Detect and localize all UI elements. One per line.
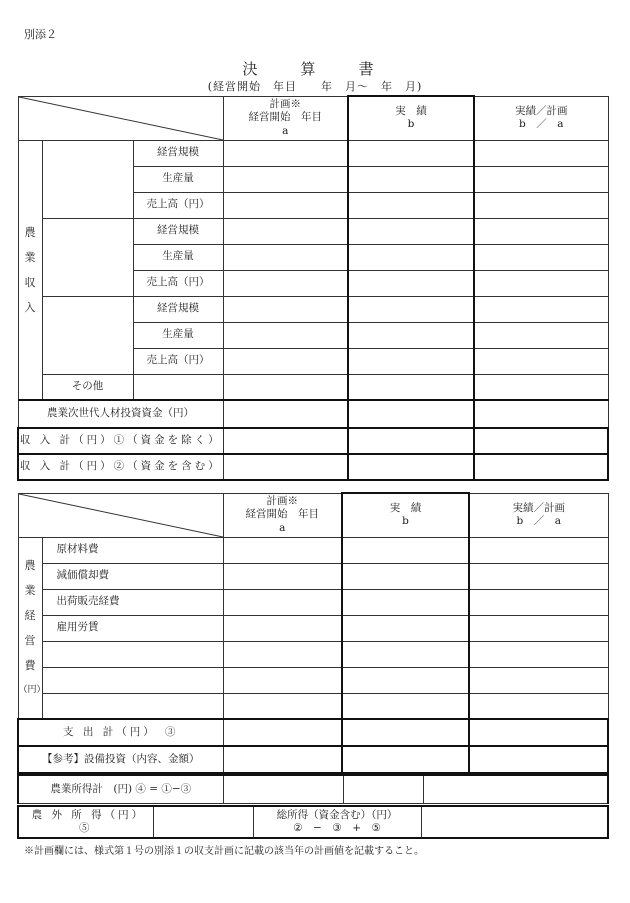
- other-label: その他: [42, 374, 133, 400]
- vertical-char: 経: [24, 608, 36, 622]
- actual-cell[interactable]: [342, 615, 469, 641]
- ratio-header: [474, 96, 608, 140]
- ratio-cell[interactable]: [469, 719, 608, 746]
- item-label: 売上高（円）: [133, 270, 223, 296]
- income-total2-label: 収 入 計（円）②（資金を含む）: [18, 454, 223, 480]
- ratio-cell[interactable]: [474, 374, 608, 400]
- actual-cell[interactable]: [342, 589, 469, 615]
- ratio-cell[interactable]: [469, 615, 608, 641]
- crop-name-cell[interactable]: [42, 140, 133, 218]
- item-label: 生産量: [133, 244, 223, 270]
- plan-cell[interactable]: [223, 537, 342, 563]
- farm-income-ratio-cell[interactable]: [423, 775, 608, 803]
- plan-cell[interactable]: [223, 589, 342, 615]
- total-income-summary: [17, 805, 609, 839]
- plan-cell[interactable]: [223, 270, 348, 296]
- plan-header-line3: a: [282, 124, 289, 137]
- expense-item-label: 原材料費: [42, 537, 223, 563]
- item-label: 売上高（円）: [133, 192, 223, 218]
- plan-cell[interactable]: [223, 693, 342, 719]
- ratio-cell[interactable]: [469, 693, 608, 719]
- actual-header-line2: b: [407, 118, 415, 131]
- actual-header-line2: b: [402, 515, 409, 528]
- ratio-cell[interactable]: [474, 296, 608, 322]
- ratio-cell[interactable]: [474, 166, 608, 192]
- actual-cell[interactable]: [342, 667, 469, 693]
- actual-cell[interactable]: [348, 270, 474, 296]
- ratio-cell[interactable]: [474, 400, 608, 428]
- ratio-cell[interactable]: [474, 218, 608, 244]
- farm-income-vertical-label: [18, 140, 42, 400]
- header-diagonal-cell: [18, 493, 223, 537]
- plan-cell[interactable]: [223, 218, 348, 244]
- actual-cell[interactable]: [348, 400, 474, 428]
- actual-cell[interactable]: [342, 693, 469, 719]
- plan-cell[interactable]: [223, 166, 348, 192]
- plan-cell[interactable]: [223, 322, 348, 348]
- actual-cell[interactable]: [342, 641, 469, 667]
- plan-cell[interactable]: [223, 563, 342, 589]
- income-table: [17, 95, 609, 481]
- ratio-cell[interactable]: [474, 322, 608, 348]
- vertical-char: 業: [24, 583, 36, 597]
- vertical-char: 費: [24, 658, 36, 672]
- plan-cell[interactable]: [223, 641, 342, 667]
- actual-cell[interactable]: [348, 348, 474, 374]
- non-farm-income-label: 農 外 所 得（円） ⑤: [18, 806, 153, 838]
- farm-income-summary: [17, 774, 609, 804]
- ratio-cell[interactable]: [474, 348, 608, 374]
- farm-expense-vertical-label: [18, 537, 46, 719]
- vertical-char: 収: [24, 275, 36, 289]
- actual-cell[interactable]: [342, 537, 469, 563]
- ratio-cell[interactable]: [469, 641, 608, 667]
- vertical-char: 営: [24, 633, 36, 647]
- vertical-char: 農: [24, 225, 36, 239]
- actual-cell[interactable]: [348, 428, 474, 454]
- ratio-cell[interactable]: [469, 563, 608, 589]
- document-title: 決 算 書: [242, 60, 388, 78]
- plan-cell[interactable]: [223, 400, 348, 428]
- item-label: 経営規模: [133, 296, 223, 322]
- expense-total3-label: 支 出 計（円） ③: [18, 719, 223, 746]
- ratio-cell[interactable]: [474, 454, 608, 480]
- actual-header-line1: 実 績: [389, 502, 422, 515]
- ratio-cell[interactable]: [474, 140, 608, 166]
- vertical-char: 入: [24, 300, 36, 314]
- farm-income-label: 農業所得計 (円) ④ = ①−③: [18, 775, 223, 803]
- ratio-cell[interactable]: [474, 244, 608, 270]
- header-diagonal-cell: [18, 96, 223, 140]
- actual-cell[interactable]: [348, 192, 474, 218]
- ratio-header: [469, 493, 608, 537]
- item-label: 経営規模: [133, 140, 223, 166]
- expense-item-label: 減価償却費: [42, 563, 223, 589]
- expense-table: [17, 492, 609, 774]
- total-income-cell[interactable]: [421, 806, 608, 838]
- grant-label: 農業次世代人材投資資金（円）: [18, 400, 223, 428]
- other-item-cell[interactable]: [133, 374, 223, 400]
- non-farm-income-cell[interactable]: [153, 806, 253, 838]
- document-subtitle: (経営開始 年目 年 月～ 年 月): [207, 80, 423, 93]
- vertical-char: 農: [24, 558, 36, 572]
- plan-header-line2: 経営開始 年目: [245, 508, 319, 521]
- ratio-cell[interactable]: [469, 589, 608, 615]
- plan-cell[interactable]: [223, 348, 348, 374]
- actual-cell[interactable]: [348, 374, 474, 400]
- plan-header-line3: a: [279, 521, 286, 534]
- expense-item-blank[interactable]: [42, 667, 223, 693]
- plan-cell[interactable]: [223, 719, 342, 746]
- plan-header-line1: 計画※: [266, 495, 298, 508]
- plan-header-line2: 経営開始 年目: [248, 111, 323, 124]
- farm-income-actual-cell[interactable]: [343, 775, 423, 803]
- income-total1-label: 収 入 計（円）①（資金を除く）: [18, 428, 223, 454]
- item-label: 売上高（円）: [133, 348, 223, 374]
- expense-item-label: 出荷販売経費: [42, 589, 223, 615]
- ratio-cell[interactable]: [469, 746, 608, 773]
- plan-header: [223, 493, 342, 537]
- plan-header-line1: 計画※: [269, 98, 302, 111]
- actual-cell[interactable]: [348, 454, 474, 480]
- actual-cell[interactable]: [342, 563, 469, 589]
- plan-cell[interactable]: [223, 667, 342, 693]
- expense-item-blank[interactable]: [42, 693, 223, 719]
- total-income-label-line2: ② − ③ + ⑤: [293, 822, 381, 834]
- farm-income-plan-cell[interactable]: [223, 775, 343, 803]
- actual-header-line1: 実 績: [395, 105, 427, 118]
- footnote: ※計画欄には、様式第１号の別添１の収支計画に記載の該当年の計画値を記載すること。: [24, 846, 424, 857]
- actual-header: [342, 493, 469, 537]
- actual-cell[interactable]: [348, 244, 474, 270]
- ratio-cell[interactable]: [474, 270, 608, 296]
- item-label: 生産量: [133, 322, 223, 348]
- ratio-header-line2: b ／ a: [519, 118, 564, 130]
- crop-name-cell[interactable]: [42, 296, 133, 374]
- actual-header: [348, 96, 474, 140]
- actual-cell[interactable]: [342, 719, 469, 746]
- plan-cell[interactable]: [223, 746, 342, 773]
- reference-investment-label: 【参考】設備投資（内容、金額）: [18, 746, 223, 773]
- plan-cell[interactable]: [223, 296, 348, 322]
- item-label: 生産量: [133, 166, 223, 192]
- plan-cell[interactable]: [223, 615, 342, 641]
- expense-item-label: 雇用労賃: [42, 615, 223, 641]
- actual-cell[interactable]: [348, 166, 474, 192]
- crop-name-cell[interactable]: [42, 218, 133, 296]
- plan-cell[interactable]: [223, 428, 348, 454]
- actual-cell[interactable]: [342, 746, 469, 773]
- ratio-header-line1: 実績／計画: [515, 104, 568, 117]
- plan-header: [223, 96, 348, 140]
- plan-cell[interactable]: [223, 374, 348, 400]
- ratio-cell[interactable]: [469, 537, 608, 563]
- ratio-cell[interactable]: [469, 667, 608, 693]
- actual-cell[interactable]: [348, 140, 474, 166]
- vertical-char: 業: [24, 250, 36, 264]
- ratio-cell[interactable]: [474, 192, 608, 218]
- plan-cell[interactable]: [223, 454, 348, 480]
- actual-cell[interactable]: [348, 218, 474, 244]
- plan-cell[interactable]: [223, 140, 348, 166]
- total-income-label: [253, 806, 421, 838]
- ratio-header-line1: 実績／計画: [512, 501, 565, 514]
- ratio-header-line2: b ／ a: [516, 515, 561, 527]
- plan-cell[interactable]: [223, 192, 348, 218]
- actual-cell[interactable]: [348, 322, 474, 348]
- item-label: 経営規模: [133, 218, 223, 244]
- plan-cell[interactable]: [223, 244, 348, 270]
- expense-item-blank[interactable]: [42, 641, 223, 667]
- actual-cell[interactable]: [348, 296, 474, 322]
- vertical-char: （円）: [18, 684, 46, 695]
- attachment-label: 別添２: [24, 28, 57, 41]
- ratio-cell[interactable]: [474, 428, 608, 454]
- total-income-label-line1: 総所得（資金含む）（円）: [276, 808, 398, 821]
